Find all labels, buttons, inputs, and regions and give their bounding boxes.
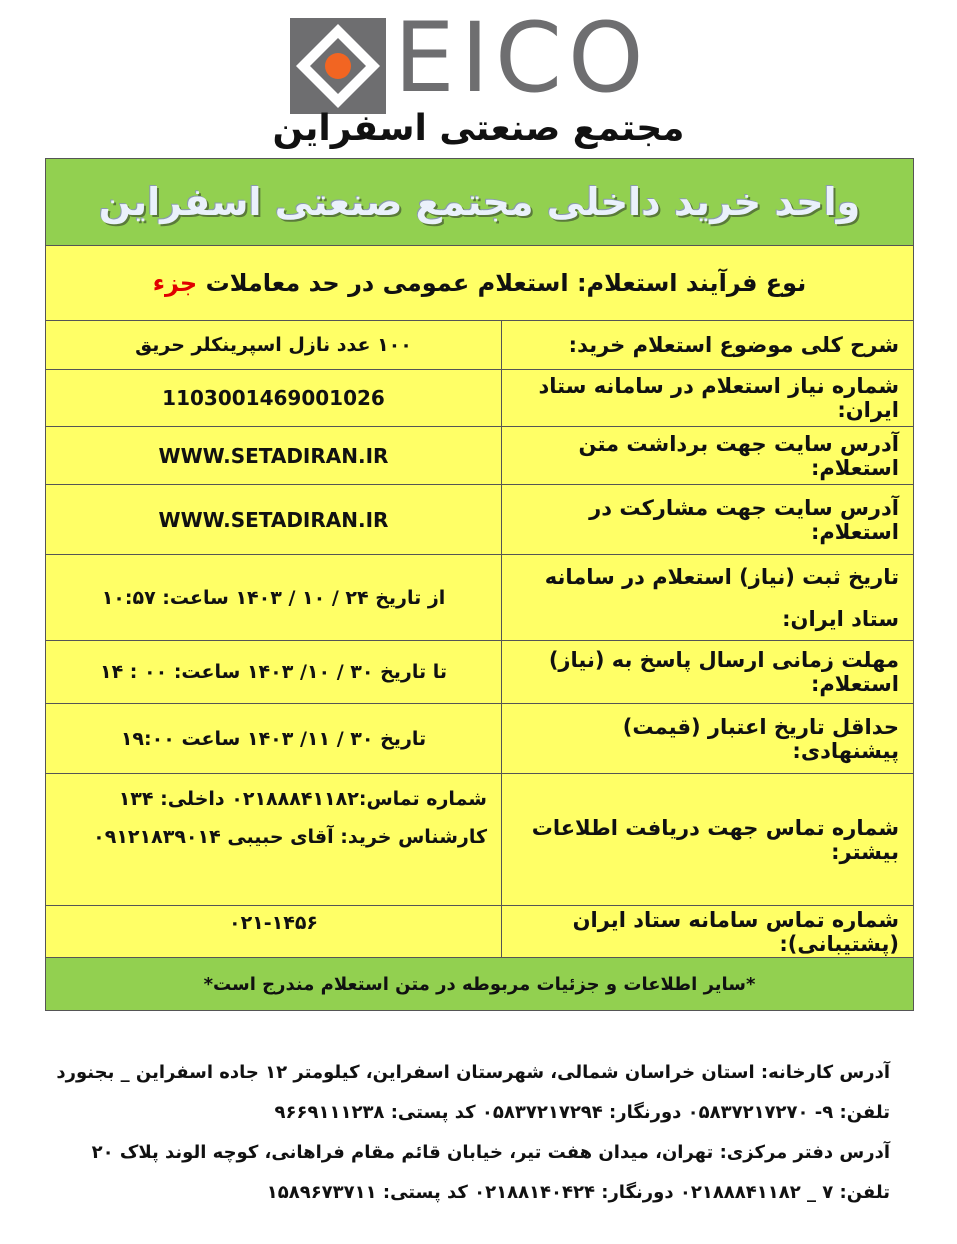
- row-label: شماره تماس جهت دریافت اطلاعات بیشتر:: [502, 774, 914, 906]
- inquiry-type: [46, 246, 914, 321]
- inquiry-type-value: استعلام عمومی در حد معاملات: [205, 269, 569, 297]
- factory-contacts: تلفن: ۹- ۰۵۸۳۷۲۱۷۲۷۰ دورنگار: ۰۵۸۳۷۲۱۷۲۹۴ کد پستی: ۹۶۶۹۱۱۱۲۳۸: [274, 1102, 890, 1123]
- logo-text: EICO: [394, 2, 650, 114]
- office-contacts: تلفن: ۷ _ ۰۲۱۸۸۸۴۱۱۸۲ دورنگار: ۰۲۱۸۸۱۴۰۴۲۴ کد پستی: ۱۵۸۹۶۷۳۷۱۱: [266, 1182, 890, 1203]
- row-value-contact: [46, 774, 502, 906]
- company-name: مجتمع صنعتی اسفراین: [272, 108, 685, 149]
- row-value-link[interactable]: WWW.SETADIRAN.IR: [46, 427, 502, 485]
- row-value: ۱۰۰ عدد نازل اسپرینکلر حریق: [46, 321, 502, 370]
- row-label: مهلت زمانی ارسال پاسخ به (نیاز) استعلام:: [502, 641, 914, 704]
- inquiry-type-label: نوع فرآیند استعلام:: [576, 269, 807, 297]
- row-value: تا تاریخ ۳۰ / ۱۰/ ۱۴۰۳ ساعت: ۰۰ : ۱۴: [46, 641, 502, 704]
- inquiry-table: [45, 158, 914, 1011]
- footer-addresses: [56, 1062, 890, 1232]
- row-label: شماره تماس سامانه ستاد ایران (پشتیبانی):: [502, 906, 914, 958]
- row-value: 1103001469001026: [46, 370, 502, 427]
- row-value: تاریخ ۳۰ / ۱۱/ ۱۴۰۳ ساعت ۱۹:۰۰: [46, 704, 502, 774]
- row-value: از تاریخ ۲۴ / ۱۰ / ۱۴۰۳ ساعت: ۱۰:۵۷: [46, 555, 502, 641]
- office-address: آدرس دفتر مرکزی: تهران، میدان هفت تیر، خیابان قائم مقام فراهانی، کوچه الوند پلاک ۲۰: [91, 1142, 890, 1163]
- row-value: ۰۲۱-۱۴۵۶: [46, 906, 502, 958]
- row-label: حداقل تاریخ اعتبار (قیمت) پیشنهادی:: [502, 704, 914, 774]
- row-label: آدرس سایت جهت مشارکت در استعلام:: [502, 485, 914, 555]
- note: *سایر اطلاعات و جزئیات مربوطه در متن استعلام مندرج است*: [46, 958, 914, 1011]
- eico-logo-icon: [290, 18, 386, 114]
- contact-expert: کارشناس خرید: آقای حبیبی ۰۹۱۲۱۸۳۹۰۱۴: [93, 826, 487, 848]
- row-label: آدرس سایت جهت برداشت متن استعلام:: [502, 427, 914, 485]
- row-label: تاریخ ثبت (نیاز) استعلام در سامانه ستاد ایران:: [502, 555, 914, 641]
- row-label: شماره نیاز استعلام در سامانه ستاد ایران:: [502, 370, 914, 427]
- header-logo: [0, 0, 957, 160]
- factory-address: آدرس کارخانه: استان خراسان شمالی، شهرستان اسفراین، کیلومتر ۱۲ جاده اسفراین _ بجنورد: [56, 1062, 890, 1083]
- row-label: شرح کلی موضوع استعلام خرید:: [502, 321, 914, 370]
- contact-phone: شماره تماس:۰۲۱۸۸۸۴۱۱۸۲ داخلی: ۱۳۴: [118, 788, 487, 810]
- row-value-link[interactable]: WWW.SETADIRAN.IR: [46, 485, 502, 555]
- inquiry-type-highlight: جزء: [152, 269, 198, 297]
- page-title: واحد خرید داخلی مجتمع صنعتی اسفراین: [46, 159, 914, 246]
